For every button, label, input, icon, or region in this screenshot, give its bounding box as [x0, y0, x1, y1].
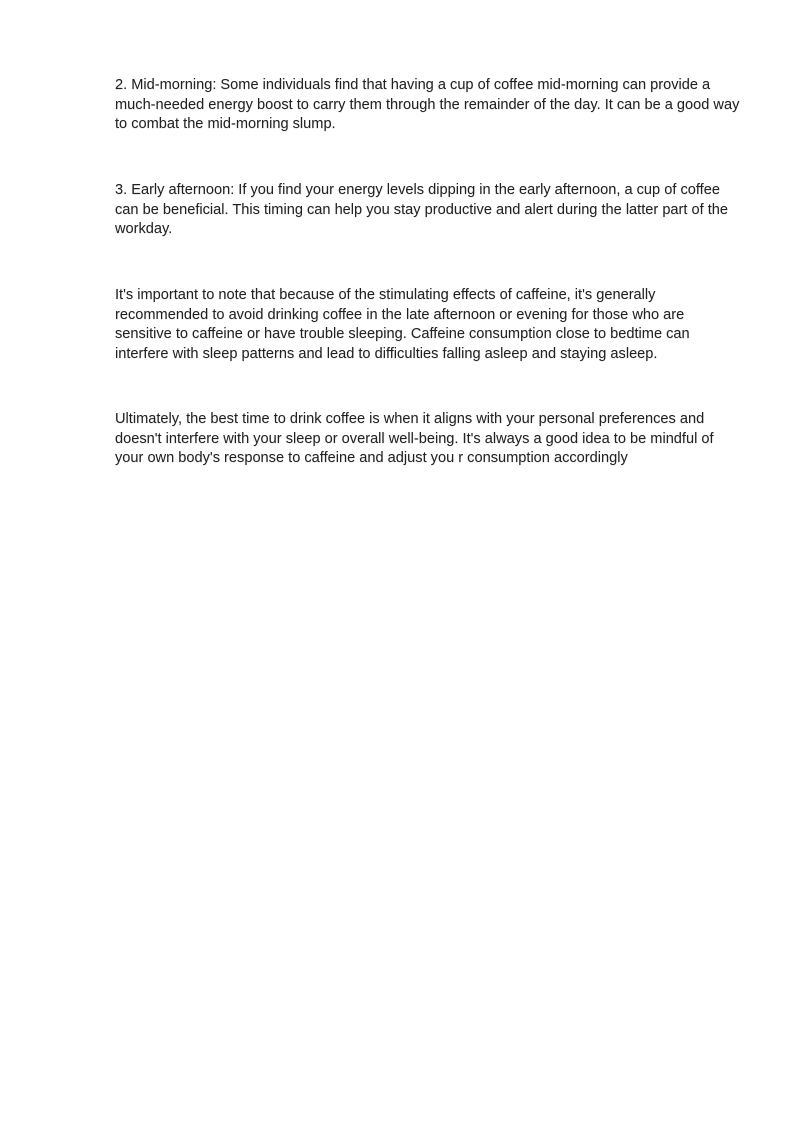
paragraph-caffeine-note: It's important to note that because of the stimulating effects of caffeine, it's generally recommended to avoid drinking coffee in the late afternoon or evening for those who are sensitive to caffeine or have trouble sleeping. Caffeine consumption close to bedtime can interfere with sleep patterns and lead to difficulties falling asleep and staying asleep. [115, 287, 690, 362]
paragraph-conclusion: Ultimately, the best time to drink coffee is when it aligns with your personal preferences and doesn't interfere with your sleep or overall well-being. It's always a good idea to be mindful of your own body's response to caffeine and adjust you r consumption accordingly [115, 411, 714, 466]
paragraph-mid-morning: 2. Mid-morning: Some individuals find that having a cup of coffee mid-morning can provide a much-needed energy boost to carry them through the remainder of the day. It can be a good way to combat the mid-morning slump. [115, 77, 740, 132]
paragraph-early-afternoon: 3. Early afternoon: If you find your energy levels dipping in the early afternoon, a cup of coffee can be beneficial. This timing can help you stay productive and alert during the latter part of the workday. [115, 182, 729, 237]
